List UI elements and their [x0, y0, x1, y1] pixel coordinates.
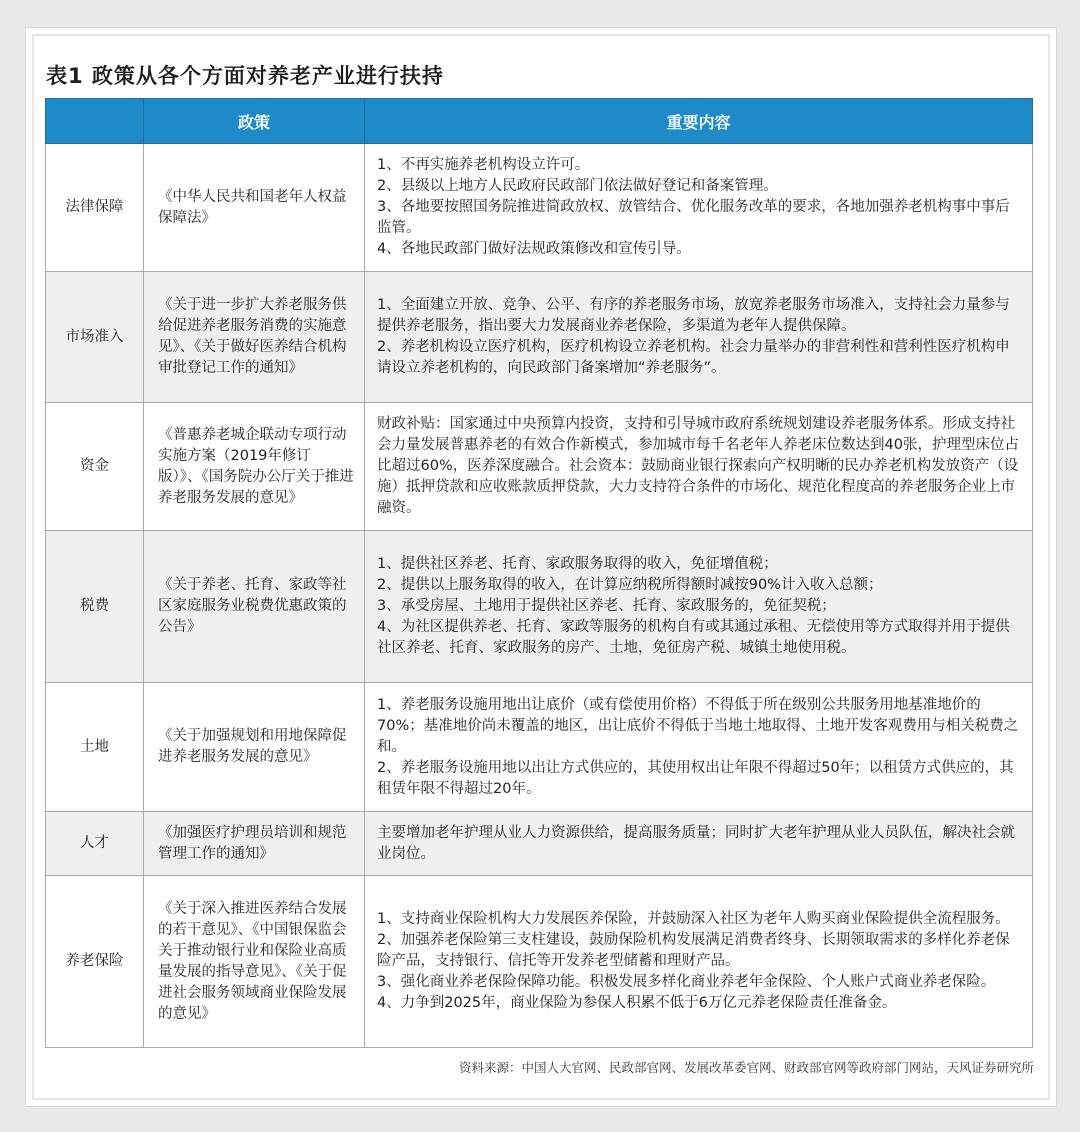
content-item: 4、力争到2025年，商业保险为参保人积累不低于6万亿元养老保险责任准备金。	[377, 995, 897, 1011]
content-item: 2、养老服务设施用地以出让方式供应的，其使用权出让年限不得超过50年；以租赁方式供应的，其租赁年限不得超过20年。	[377, 759, 1014, 797]
content-item: 财政补贴：国家通过中央预算内投资，支持和引导城市政府系统规划建设养老服务体系。形成支持社会力量发展普惠养老的有效合作新模式，参加城市每千名老年人养老床位数达到40张，护理型床位占比超过60%，医养深度融合。社会资本：鼓励商业银行探索向产权明晰的民办养老机构发放资产（设施）抵押贷款和应收账款质押贷款，大力支持符合条件的市场化、规范化程度高的养老服务企业上市融资。	[377, 416, 1019, 516]
header-category	[46, 99, 144, 144]
content-item: 1、提供社区养老、托育、家政服务取得的收入，免征增值税；	[377, 556, 778, 572]
source-note: 资料来源：中国人大官网、民政部官网、发展改革委官网、财政部官网等政府部门网站，天风证券研究所	[458, 1060, 1034, 1075]
row-policy: 《关于深入推进医养结合发展的若干意见》、《中国银保监会关于推动银行业和保险业高质量发展的指导意见》、《关于促进社会服务领域商业保险发展的意见》	[144, 876, 365, 1048]
header-policy: 政策	[144, 99, 365, 144]
content-item: 1、支持商业保险机构大力发展医养保险，并鼓励深入社区为老年人购买商业保险提供全流程服务。	[377, 911, 1010, 927]
row-policy: 《关于加强规划和用地保障促进养老服务发展的意见》	[144, 683, 365, 812]
table-header-row	[46, 99, 1033, 144]
table-row-funding	[46, 403, 1033, 531]
policy-table	[45, 98, 1033, 1048]
row-category: 人才	[46, 812, 144, 876]
content-item: 1、养老服务设施用地出让底价（或有偿使用价格）不得低于所在级别公共服务用地基准地价的70%；基准地价尚未覆盖的地区，出让底价不得低于当地土地取得、土地开发客观费用与相关税费之和。	[377, 696, 1019, 755]
row-content	[365, 144, 1033, 272]
content-item: 4、各地民政部门做好法规政策修改和宣传引导。	[377, 241, 691, 257]
row-category: 法律保障	[46, 144, 144, 272]
table-row-market	[46, 272, 1033, 403]
document-frame	[26, 28, 1056, 1106]
row-content	[365, 272, 1033, 403]
content-item: 2、县级以上地方人民政府民政部门依法做好登记和备案管理。	[377, 178, 778, 194]
content-item: 1、全面建立开放、竞争、公平、有序的养老服务市场，放宽养老服务市场准入，支持社会力量参与提供养老服务，指出要大力发展商业养老保险，多渠道为老年人提供保障。	[377, 297, 1010, 334]
row-category: 养老保险	[46, 876, 144, 1048]
row-category: 资金	[46, 403, 144, 531]
content-item: 1、不再实施养老机构设立许可。	[377, 157, 590, 173]
table-row-legal	[46, 144, 1033, 272]
row-content	[365, 403, 1033, 531]
row-content	[365, 876, 1033, 1048]
row-category: 税费	[46, 531, 144, 683]
row-policy: 《普惠养老城企联动专项行动实施方案（2019年修订版）》、《国务院办公厅关于推进养老服务发展的意见》	[144, 403, 365, 531]
table-row-talent	[46, 812, 1033, 876]
row-category: 土地	[46, 683, 144, 812]
row-content	[365, 812, 1033, 876]
row-policy: 《中华人民共和国老年人权益保障法》	[144, 144, 365, 272]
row-policy: 《关于养老、托育、家政等社区家庭服务业税费优惠政策的公告》	[144, 531, 365, 683]
content-item: 2、养老机构设立医疗机构，医疗机构设立养老机构。社会力量举办的非营利性和营利性医疗机构申请设立养老机构的，向民政部门备案增加“养老服务”。	[377, 339, 1010, 376]
content-item: 主要增加老年护理从业人力资源供给，提高服务质量；同时扩大老年护理从业人员队伍，解决社会就业岗位。	[377, 824, 1015, 862]
content-item: 4、为社区提供养老、托育、家政等服务的机构自有或其通过承租、无偿使用等方式取得并用于提供社区养老、托育、家政服务的房产、土地，免征房产税、城镇土地使用税。	[377, 619, 1010, 656]
table-row-tax	[46, 531, 1033, 683]
content-item: 2、提供以上服务取得的收入，在计算应纳税所得额时减按90%计入收入总额；	[377, 577, 883, 593]
header-content: 重要内容	[365, 99, 1033, 144]
table-row-land	[46, 683, 1033, 812]
row-category: 市场准入	[46, 272, 144, 403]
content-item: 3、强化商业养老保险保障功能。积极发展多样化商业养老年金保险、个人账户式商业养老保险。	[377, 974, 996, 990]
content-item: 3、各地要按照国务院推进简政放权、放管结合、优化服务改革的要求，各地加强养老机构事中事后监管。	[377, 199, 1010, 236]
content-item: 3、承受房屋、土地用于提供社区养老、托育、家政服务的，免征契税；	[377, 598, 836, 614]
table-row-pension-insurance	[46, 876, 1033, 1048]
row-policy: 《关于进一步扩大养老服务供给促进养老服务消费的实施意见》、《关于做好医养结合机构审批登记工作的通知》	[144, 272, 365, 403]
table-title: 表1 政策从各个方面对养老产业进行扶持	[46, 64, 444, 88]
row-policy: 《加强医疗护理员培训和规范管理工作的通知》	[144, 812, 365, 876]
content-item: 2、加强养老保险第三支柱建设，鼓励保险机构发展满足消费者终身、长期领取需求的多样化养老保险产品，支持银行、信托等开发养老型储蓄和理财产品。	[377, 932, 1010, 969]
row-content	[365, 531, 1033, 683]
row-content	[365, 683, 1033, 812]
